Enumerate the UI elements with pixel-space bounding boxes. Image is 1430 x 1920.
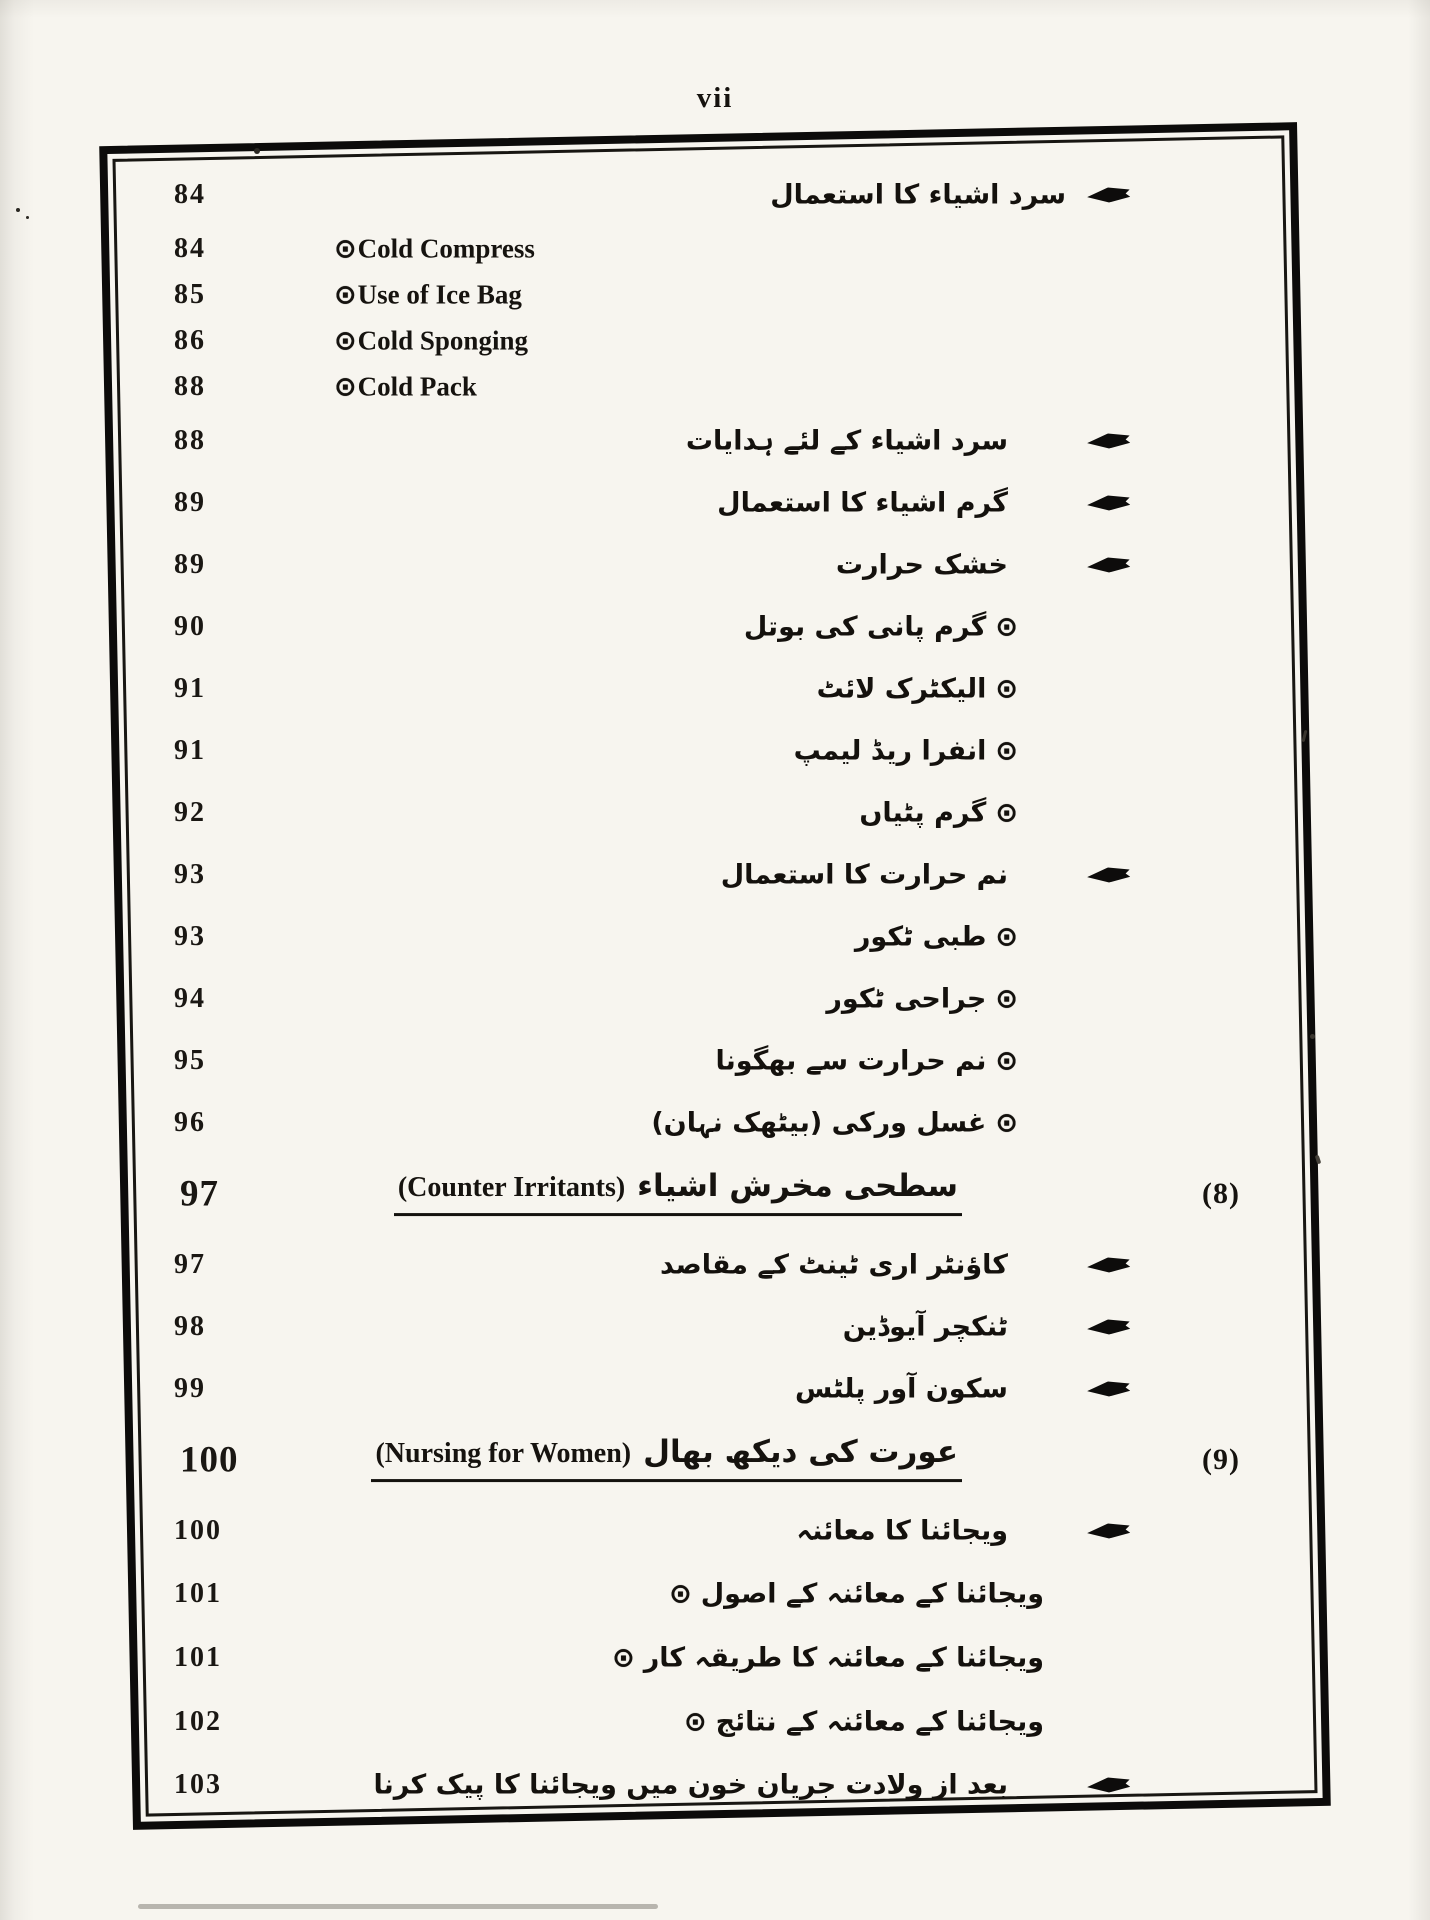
page-number: 89 (174, 487, 206, 518)
arrow-bullet-icon (1086, 866, 1130, 885)
entry-text-ur: انفرا ریڈ لیمپ (793, 735, 987, 767)
entry-text-en: Cold Sponging (357, 325, 528, 356)
entry-text-en: Cold Compress (357, 233, 535, 264)
toc-row (128, 1154, 1306, 1234)
arrow-bullet-icon (1086, 186, 1130, 205)
circled-dot-bullet-icon: ⊙ (995, 797, 1018, 829)
toc-row (128, 1420, 1306, 1500)
toc-row (128, 272, 1306, 318)
entry-text-ur: سکون آور پلٹس (795, 1373, 1008, 1405)
toc-entry (795, 1374, 1008, 1405)
entry-text-ur: ویجائنا کے معائنہ کے نتائج (715, 1706, 1044, 1738)
page-number: 96 (174, 1107, 206, 1138)
toc-entry (660, 1250, 1008, 1281)
toc-row (128, 782, 1306, 844)
toc-entry (651, 1108, 1018, 1139)
section-title-urdu: سطحی مخرش اشیاء (637, 1168, 958, 1205)
toc-row (128, 1030, 1306, 1092)
arrow-bullet-icon (1086, 1318, 1130, 1337)
arrow-bullet-icon (1086, 556, 1130, 575)
entry-text-ur: غسل ورکی (بیٹھک نہان) (651, 1107, 987, 1139)
circled-dot-bullet-icon: ⊙ (995, 1045, 1018, 1077)
page-number: 91 (174, 673, 206, 704)
circled-dot-bullet-icon: ⊙ (334, 279, 357, 311)
page-number: 90 (174, 611, 206, 642)
toc-entry (684, 1707, 1044, 1738)
section-number: (8) (1202, 1177, 1240, 1210)
page-number: 86 (174, 325, 206, 356)
toc-entry (859, 798, 1018, 829)
scan-smudge (138, 1904, 658, 1909)
entry-text-ur: نم حرارت سے بھگونا (715, 1045, 987, 1077)
page-number: 88 (174, 371, 206, 402)
section-title-english: (Counter Irritants) (397, 1172, 626, 1204)
toc-row (128, 1754, 1306, 1816)
section-title-english: (Nursing for Women) (375, 1438, 632, 1470)
entry-text-en: Cold Pack (357, 371, 477, 402)
toc-row (128, 226, 1306, 272)
entry-text-ur: ویجائنا کے معائنہ کا طریقہ کار (643, 1642, 1044, 1674)
circled-dot-bullet-icon: ⊙ (995, 983, 1018, 1015)
toc-row (128, 720, 1306, 782)
scan-speck (254, 148, 260, 154)
entry-text-ur: نم حرارت کا استعمال (720, 859, 1008, 891)
toc-entry (744, 612, 1018, 643)
page-number: 84 (174, 179, 206, 210)
toc-rows (128, 150, 1306, 1816)
toc-entry (717, 488, 1008, 519)
page-number: 88 (174, 425, 206, 456)
toc-row (128, 1690, 1306, 1754)
entry-text-ur: خشک حرارت (835, 549, 1008, 581)
toc-entry (796, 1516, 1008, 1547)
page-number: 97 (180, 1173, 219, 1215)
page-number: 95 (174, 1045, 206, 1076)
page-number: 89 (174, 549, 206, 580)
toc-row (128, 164, 1306, 226)
arrow-bullet-icon (1086, 1380, 1130, 1399)
page-number: 102 (174, 1706, 222, 1737)
toc-entry (334, 372, 477, 403)
entry-text-ur: ٹنکچر آیوڈین (842, 1311, 1008, 1343)
toc-entry (334, 326, 528, 357)
toc-entry (826, 984, 1018, 1015)
toc-entry (612, 1643, 1044, 1674)
toc-entry (373, 1770, 1008, 1801)
entry-text-ur: الیکٹرک لائٹ (816, 673, 987, 705)
toc-row (128, 1626, 1306, 1690)
toc-entry (721, 860, 1008, 891)
toc-row (128, 596, 1306, 658)
toc-entry (334, 234, 535, 265)
page-number: 91 (174, 735, 206, 766)
scan-speck (16, 208, 20, 212)
entry-text-ur: سرد اشیاء کا استعمال (770, 179, 1066, 211)
section-title-urdu: عورت کی دیکھ بھال (643, 1434, 958, 1471)
scan-speck (26, 216, 29, 219)
circled-dot-bullet-icon: ⊙ (995, 673, 1018, 705)
circled-dot-bullet-icon: ⊙ (334, 325, 357, 357)
entry-text-ur: کاؤنٹر اری ٹینٹ کے مقاصد (660, 1249, 1008, 1281)
entry-text-ur: گرم پانی کی بوتل (743, 611, 987, 643)
toc-entry (855, 922, 1018, 953)
arrow-bullet-icon (1086, 432, 1130, 451)
toc-entry (334, 280, 522, 311)
toc-row (128, 364, 1306, 410)
page-number: 85 (174, 279, 206, 310)
entry-text-ur: جراحی ٹکور (826, 983, 987, 1015)
section-title (394, 1168, 962, 1216)
entry-text-ur: گرم اشیاء کا استعمال (717, 487, 1008, 519)
page-number: 101 (174, 1578, 222, 1609)
page-number: 93 (174, 859, 206, 890)
toc-row (128, 1358, 1306, 1420)
page-number: 93 (174, 921, 206, 952)
toc-entry (843, 1312, 1008, 1343)
toc-row (128, 1500, 1306, 1562)
circled-dot-bullet-icon: ⊙ (334, 233, 357, 265)
page-number: 84 (174, 233, 206, 264)
toc-entry (817, 674, 1018, 705)
toc-entry (794, 736, 1018, 767)
circled-dot-bullet-icon: ⊙ (334, 371, 357, 403)
toc-row (128, 844, 1306, 906)
toc-row (128, 658, 1306, 720)
circled-dot-bullet-icon: ⊙ (995, 1107, 1018, 1139)
entry-text-ur: سرد اشیاء کے لئے ہدایات (685, 425, 1008, 457)
entry-text-ur: ویجائنا کا معائنہ (796, 1515, 1008, 1547)
circled-dot-bullet-icon: ⊙ (683, 1706, 707, 1738)
toc-row (128, 968, 1306, 1030)
toc-row (128, 906, 1306, 968)
circled-dot-bullet-icon: ⊙ (995, 735, 1018, 767)
toc-row (128, 1296, 1306, 1358)
toc-row (128, 472, 1306, 534)
entry-text-ur: گرم پٹیاں (859, 797, 987, 829)
entry-text-ur: طبی ٹکور (854, 921, 987, 953)
page-number: 99 (174, 1373, 206, 1404)
circled-dot-bullet-icon: ⊙ (995, 611, 1018, 643)
toc-entry (715, 1046, 1018, 1077)
arrow-bullet-icon (1086, 1776, 1130, 1795)
toc-entry (770, 180, 1066, 211)
page-number: 101 (174, 1642, 222, 1673)
toc-row (128, 318, 1306, 364)
toc-entry (669, 1579, 1044, 1610)
toc-row (128, 1234, 1306, 1296)
toc-entry (686, 426, 1008, 457)
toc-entry (836, 550, 1008, 581)
page-number: 94 (174, 983, 206, 1014)
scan-speck (1310, 1034, 1315, 1039)
toc-row (128, 410, 1306, 472)
entry-text-ur: بعد از ولادت جریان خون میں ویجائنا کا پیک کرنا (373, 1769, 1008, 1801)
circled-dot-bullet-icon: ⊙ (995, 921, 1018, 953)
page-number: 100 (180, 1439, 239, 1481)
page-number: 97 (174, 1249, 206, 1280)
toc-row (128, 1562, 1306, 1626)
page-number: 92 (174, 797, 206, 828)
section-number: (9) (1202, 1443, 1240, 1476)
entry-text-en: Use of Ice Bag (357, 279, 522, 310)
page-number: 103 (174, 1769, 222, 1800)
toc-row (128, 534, 1306, 596)
arrow-bullet-icon (1086, 1256, 1130, 1275)
section-title (371, 1434, 962, 1482)
arrow-bullet-icon (1086, 494, 1130, 513)
arrow-bullet-icon (1086, 1522, 1130, 1541)
page-number: 100 (174, 1515, 222, 1546)
toc-row (128, 1092, 1306, 1154)
circled-dot-bullet-icon: ⊙ (669, 1578, 692, 1610)
page-number: 98 (174, 1311, 206, 1342)
page-folio-number: vii (696, 82, 734, 114)
circled-dot-bullet-icon: ⊙ (612, 1642, 635, 1674)
entry-text-ur: ویجائنا کے معائنہ کے اصول (700, 1578, 1044, 1610)
